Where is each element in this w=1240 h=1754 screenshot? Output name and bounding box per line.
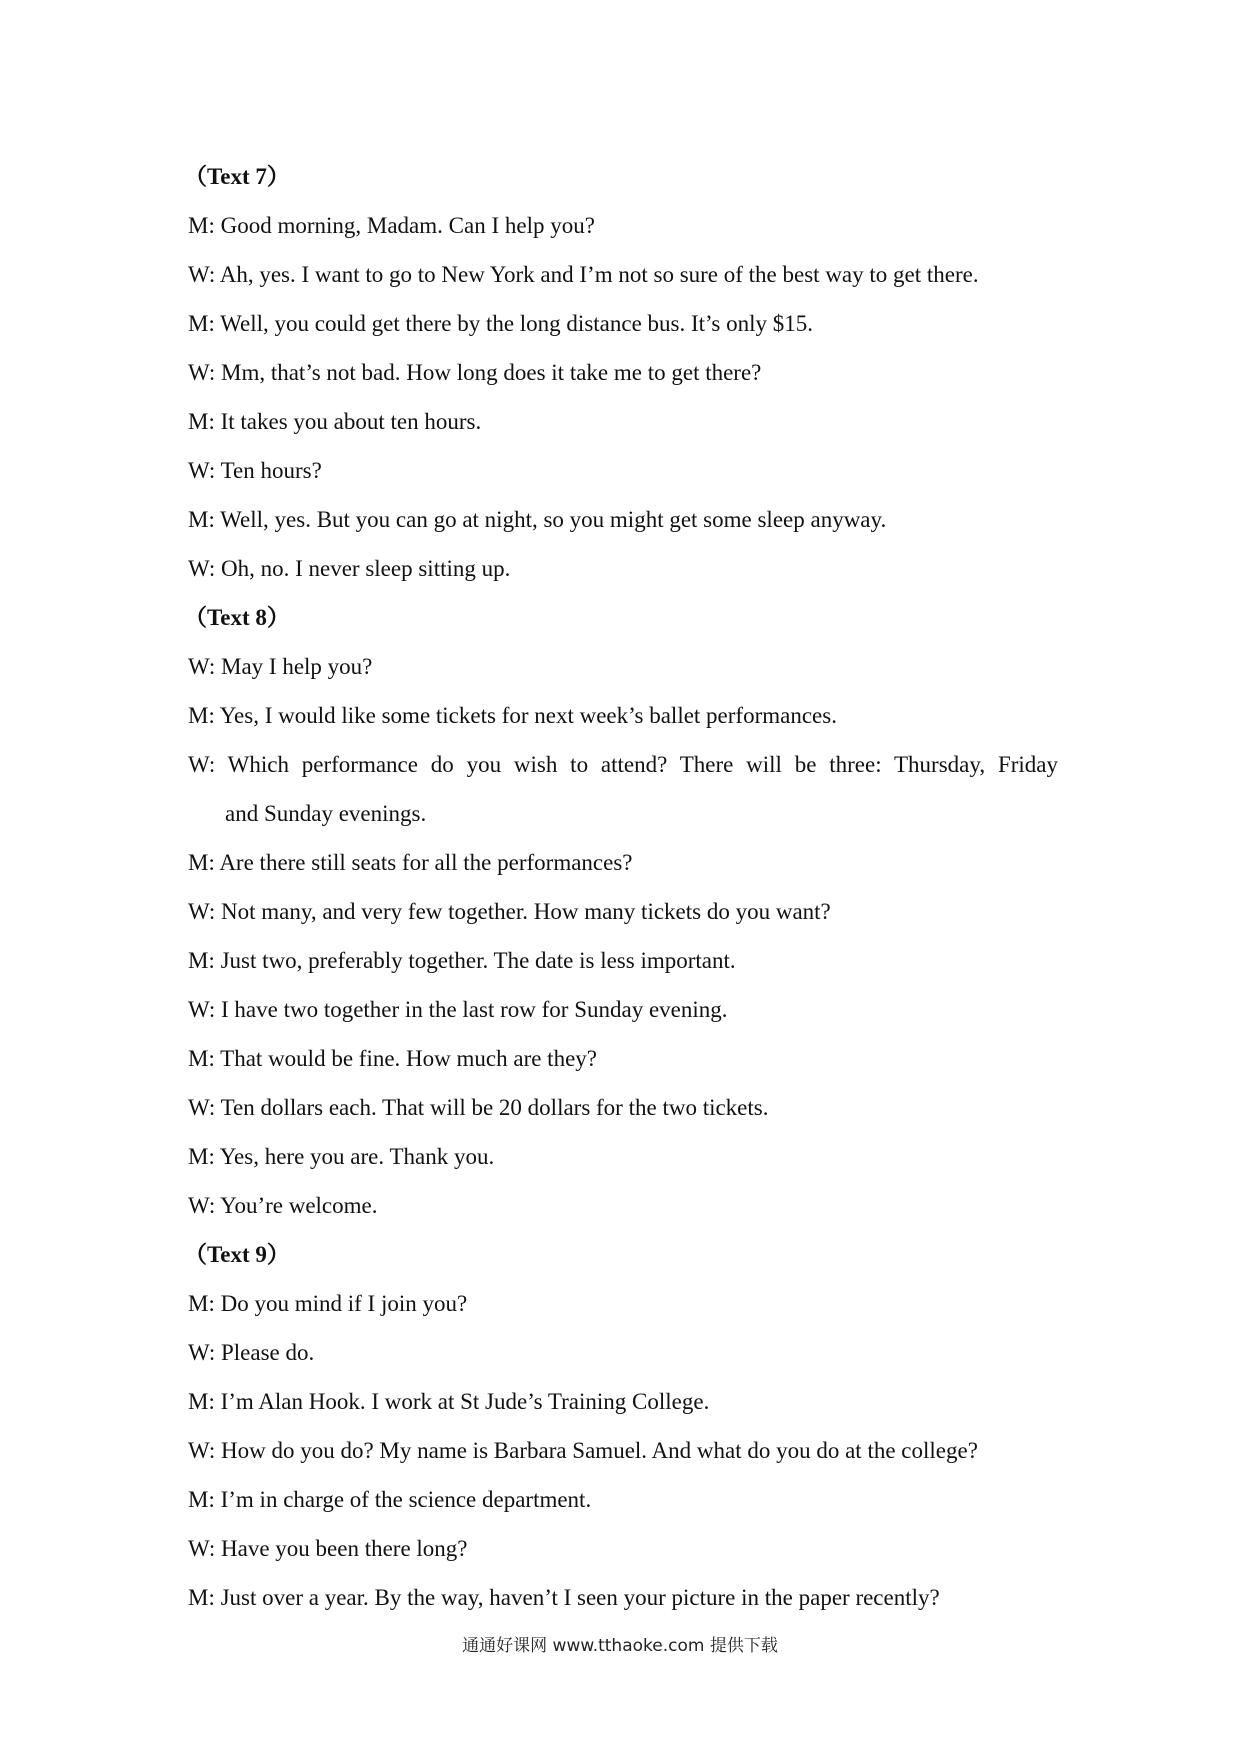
dialogue-line: W: Not many, and very few together. How many tickets do you want? bbox=[188, 899, 831, 924]
page-footer: 通通好课网 www.tthaoke.com 提供下载 bbox=[462, 1636, 778, 1656]
dialogue-line: M: Good morning, Madam. Can I help you? bbox=[188, 213, 595, 238]
dialogue-line: M: Well, yes. But you can go at night, so you might get some sleep anyway. bbox=[188, 507, 887, 532]
section-heading-text-7: （Text 7） bbox=[184, 164, 290, 189]
dialogue-line: W: Ten hours? bbox=[188, 458, 322, 483]
dialogue-line: W: You’re welcome. bbox=[188, 1193, 378, 1218]
dialogue-line: M: Just over a year. By the way, haven’t I seen your picture in the paper recently? bbox=[188, 1585, 940, 1610]
dialogue-line: M: That would be fine. How much are they? bbox=[188, 1046, 597, 1071]
section-heading-text-8: （Text 8） bbox=[184, 605, 290, 630]
dialogue-line: W: Ah, yes. I want to go to New York and I’m not so sure of the best way to get there. bbox=[188, 262, 979, 287]
dialogue-line: M: Yes, here you are. Thank you. bbox=[188, 1144, 495, 1169]
dialogue-line: W: Oh, no. I never sleep sitting up. bbox=[188, 556, 511, 581]
dialogue-line: W: I have two together in the last row for Sunday evening. bbox=[188, 997, 728, 1022]
dialogue-line: M: Just two, preferably together. The date is less important. bbox=[188, 948, 736, 973]
dialogue-line: M: Yes, I would like some tickets for next week’s ballet performances. bbox=[188, 703, 837, 728]
dialogue-line: M: Well, you could get there by the long distance bus. It’s only $15. bbox=[188, 311, 814, 336]
dialogue-line: W: Ten dollars each. That will be 20 dollars for the two tickets. bbox=[188, 1095, 769, 1120]
dialogue-line: M: It takes you about ten hours. bbox=[188, 409, 482, 434]
dialogue-line: M: I’m in charge of the science department. bbox=[188, 1487, 592, 1512]
dialogue-line: W: May I help you? bbox=[188, 654, 373, 679]
dialogue-line: M: I’m Alan Hook. I work at St Jude’s Training College. bbox=[188, 1389, 710, 1414]
dialogue-line: M: Are there still seats for all the performances? bbox=[188, 850, 633, 875]
dialogue-line: W: How do you do? My name is Barbara Samuel. And what do you do at the college? bbox=[188, 1438, 978, 1463]
dialogue-line-continuation: and Sunday evenings. bbox=[225, 801, 427, 826]
section-heading-text-9: （Text 9） bbox=[184, 1242, 290, 1267]
dialogue-turn-wrapped bbox=[188, 740, 1058, 838]
dialogue-line: W: Which performance do you wish to attend? There will be three: Thursday, Friday bbox=[188, 752, 1058, 777]
dialogue-line: W: Mm, that’s not bad. How long does it take me to get there? bbox=[188, 360, 762, 385]
dialogue-line: W: Please do. bbox=[188, 1340, 315, 1365]
dialogue-line: M: Do you mind if I join you? bbox=[188, 1291, 468, 1316]
dialogue-line: W: Have you been there long? bbox=[188, 1536, 468, 1561]
transcript-body bbox=[184, 152, 1058, 1622]
